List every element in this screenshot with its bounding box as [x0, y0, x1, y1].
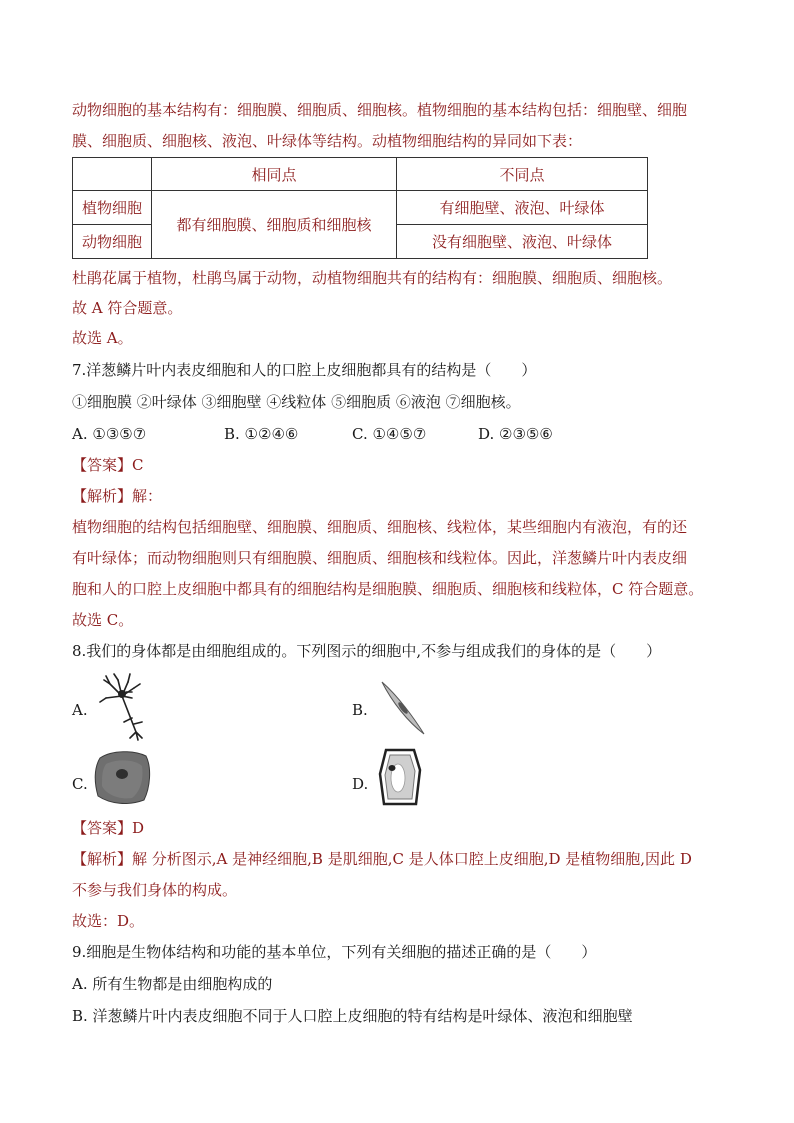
muscle-cell-image	[378, 678, 428, 738]
q8-label-a: A.	[72, 701, 88, 719]
answer-value: C	[132, 456, 144, 474]
q7-analysis-line-4: 故选 C。	[72, 611, 134, 629]
analysis-tag: 【解析】	[72, 487, 133, 505]
table-header-same: 相同点	[152, 158, 397, 191]
q8-label-b: B.	[352, 701, 368, 719]
intro-line-2: 膜、细胞质、细胞核、液泡、叶绿体等结构。动植物细胞结构的异同如下表：	[72, 132, 583, 150]
q6-conclusion: 杜鹃花属于植物，杜鹃鸟属于动物，动植物细胞共有的结构有：细胞膜、细胞质、细胞核。	[72, 269, 673, 287]
table-row-animal: 动物细胞	[73, 225, 152, 259]
q8-analysis-line-2: 不参与我们身体的构成。	[72, 881, 238, 899]
q8-answer	[72, 818, 144, 838]
q7-items: ①细胞膜 ②叶绿体 ③细胞壁 ④线粒体 ⑤细胞质 ⑥液泡 ⑦细胞核。	[72, 393, 521, 411]
table-plant-diff: 有细胞壁、液泡、叶绿体	[397, 191, 648, 225]
answer-value: D	[132, 819, 145, 837]
q8-label-c: C.	[72, 775, 88, 793]
q6-choice: 故选 A。	[72, 329, 133, 347]
analysis-head-text: 解：	[132, 487, 163, 505]
table-header-diff: 不同点	[397, 158, 648, 191]
q8-label-d: D.	[352, 775, 369, 793]
plant-cell-image	[376, 746, 424, 808]
q7-analysis-line-3: 胞和人的口腔上皮细胞中都具有的细胞结构是细胞膜、细胞质、细胞核和线粒体，C 符合题意。	[72, 580, 704, 598]
analysis-text: 解 分析图示,A 是神经细胞,B 是肌细胞,C 是人体口腔上皮细胞,D 是植物细胞,因此 D	[132, 850, 692, 868]
q7-stem: 7.洋葱鳞片叶内表皮细胞和人的口腔上皮细胞都具有的结构是（ ）	[72, 361, 537, 379]
q7-analysis-line-2: 有叶绿体；而动物细胞则只有细胞膜、细胞质、细胞核和线粒体。因此，洋葱鳞片叶内表皮细	[72, 549, 688, 567]
q7-option-b: B. ①②④⑥	[224, 425, 299, 443]
q7-analysis-line-1: 植物细胞的结构包括细胞壁、细胞膜、细胞质、细胞核、线粒体，某些细胞内有液泡，有的还	[72, 518, 688, 536]
table-animal-diff: 没有细胞壁、液泡、叶绿体	[397, 225, 648, 259]
q9-option-a: A. 所有生物都是由细胞构成的	[72, 975, 273, 993]
comparison-table	[72, 157, 648, 259]
intro-line-1: 动物细胞的基本结构有：细胞膜、细胞质、细胞核。植物细胞的基本结构包括：细胞壁、细胞	[72, 101, 688, 119]
answer-tag: 【答案】	[72, 819, 133, 837]
q9-option-b: B. 洋葱鳞片叶内表皮细胞不同于人口腔上皮细胞的特有结构是叶绿体、液泡和细胞壁	[72, 1007, 633, 1025]
q7-option-c: C. ①④⑤⑦	[352, 425, 427, 443]
q8-stem: 8.我们的身体都是由细胞组成的。下列图示的细胞中,不参与组成我们的身体的是（ ）	[72, 642, 662, 660]
q8-analysis-line-1	[72, 849, 692, 869]
table-row-plant: 植物细胞	[73, 191, 152, 225]
q7-option-a: A. ①③⑤⑦	[72, 425, 147, 443]
q7-option-d: D. ②③⑤⑥	[478, 425, 553, 443]
q9-stem: 9.细胞是生物体结构和功能的基本单位，下列有关细胞的描述正确的是（ ）	[72, 943, 597, 961]
neuron-cell-image	[96, 672, 166, 742]
q6-conclusion-2: 故 A 符合题意。	[72, 299, 183, 317]
epithelial-cell-image	[92, 748, 154, 806]
q8-analysis-line-3: 故选：D。	[72, 912, 145, 930]
q7-analysis-head	[72, 486, 162, 506]
table-same-cell: 都有细胞膜、细胞质和细胞核	[152, 191, 397, 259]
table-header-empty	[73, 158, 152, 191]
q7-answer	[72, 455, 144, 475]
analysis-tag: 【解析】	[72, 850, 133, 868]
answer-tag: 【答案】	[72, 456, 133, 474]
